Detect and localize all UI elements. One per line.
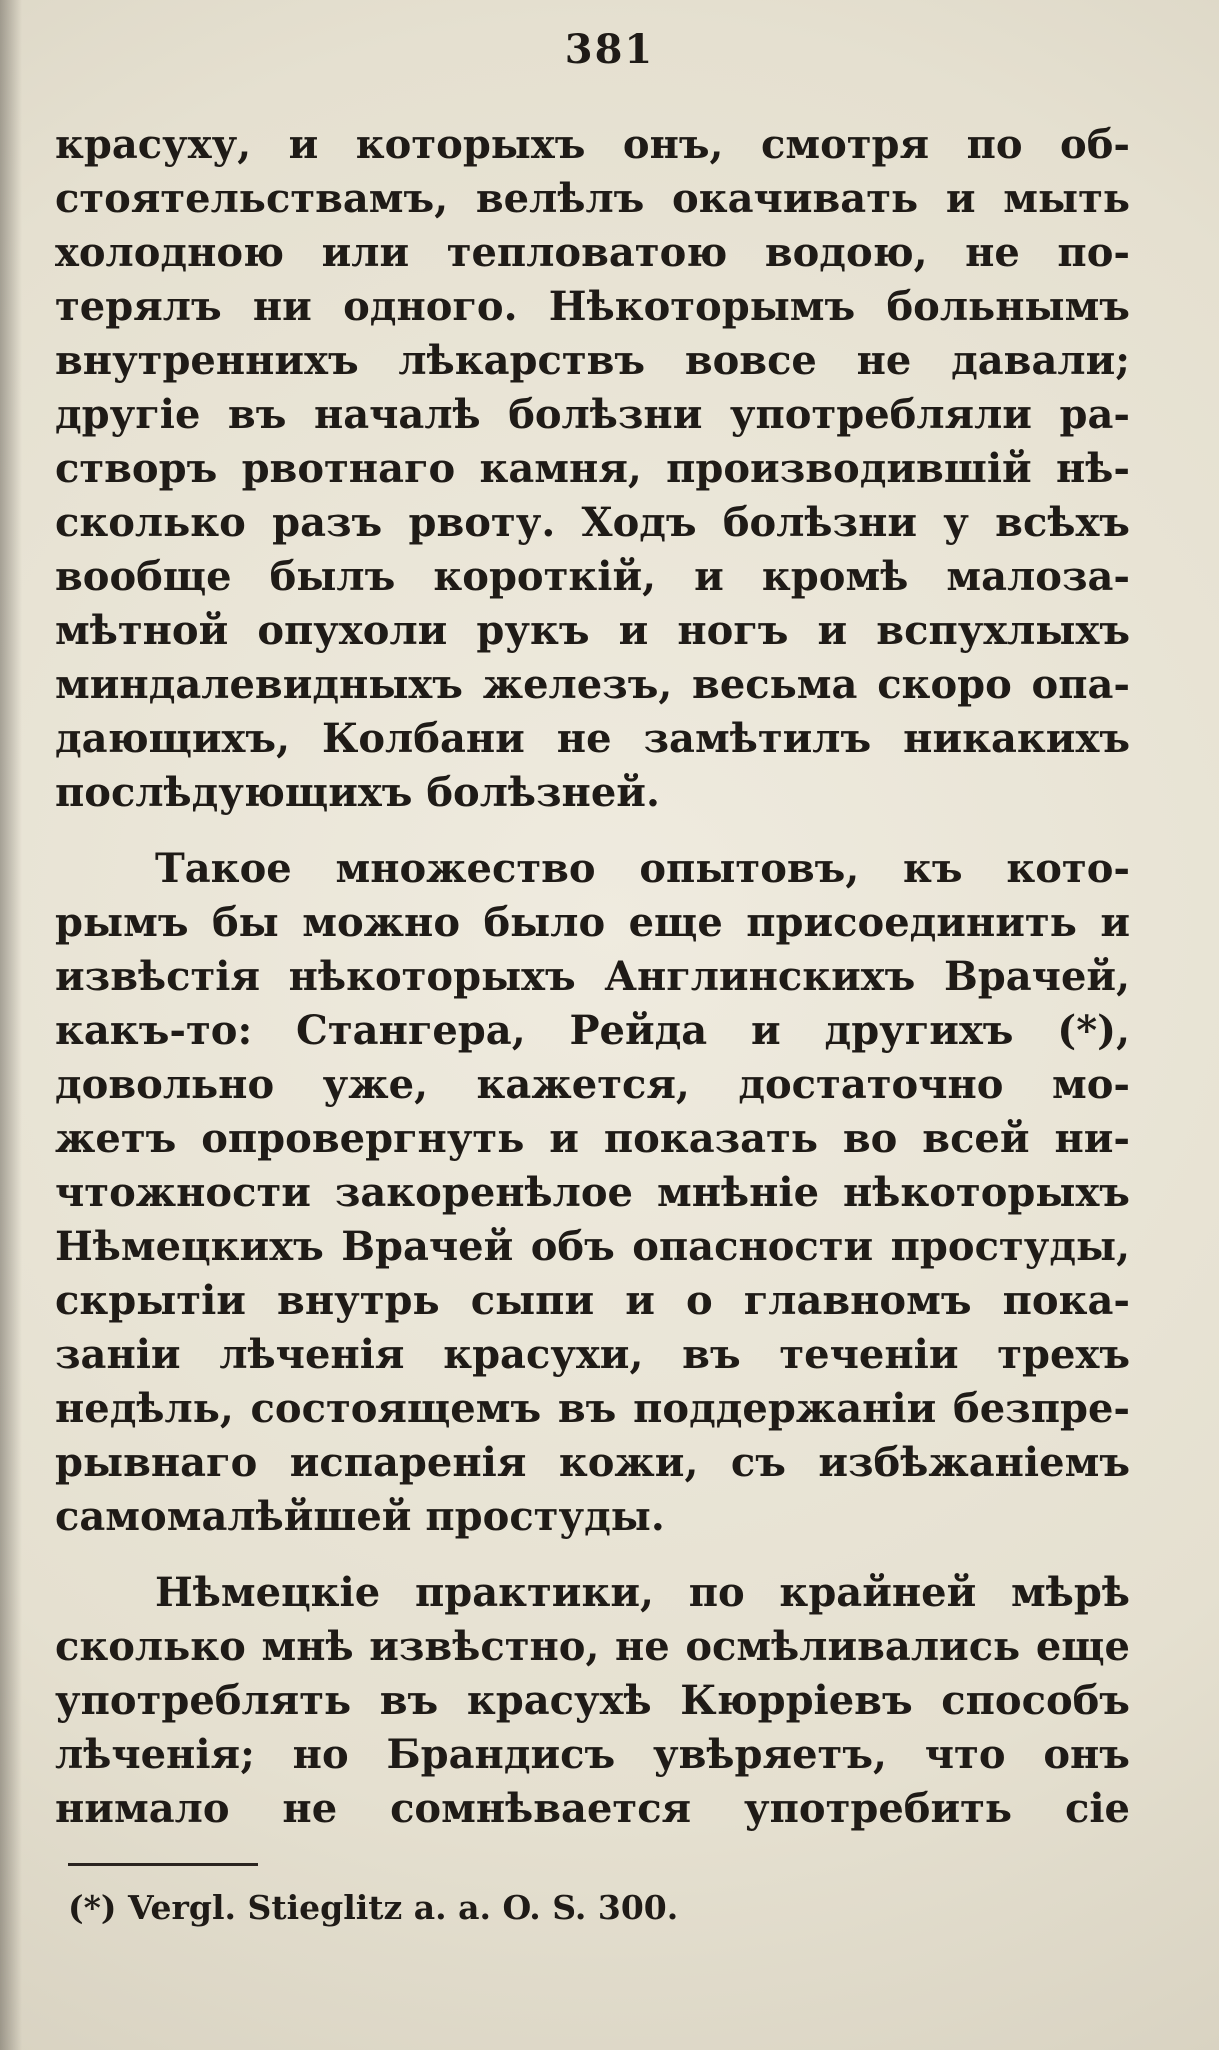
text-line: другіе въ началѣ болѣзни употребляли ра- [55,391,1130,438]
text-line: внутреннихъ лѣкарствъ вовсе не давали; [55,337,1130,384]
text-line: довольно уже, кажется, достаточно мо- [55,1061,1130,1108]
text-line: красуху, и которыхъ онъ, смотря по об- [55,121,1130,168]
text-line: какъ-то: Стангера, Рейда и другихъ (*), [55,1007,1130,1054]
text-line: стоятельствамъ, велѣлъ окачивать и мыть [55,175,1130,222]
text-line: лѣченія; но Брандисъ увѣряетъ, что онъ [55,1731,1130,1778]
page-spine-shadow [0,0,22,2050]
paragraph-3 [55,1566,1130,1836]
text-line: дающихъ, Колбани не замѣтилъ никакихъ [55,715,1130,762]
text-line: вообще былъ короткій, и кромѣ малоза- [55,553,1130,600]
paragraph-2 [55,842,1130,1544]
text-line: рымъ бы можно было еще присоединить и [55,899,1130,946]
footnote: (*) Vergl. Stieglitz a. a. O. S. 300. [68,1888,679,1927]
text-line: миндалевидныхъ железъ, весьма скоро опа- [55,661,1130,708]
text-line: чтожности закоренѣлое мнѣніе нѣкоторыхъ [55,1169,1130,1216]
text-line: холодною или тепловатою водою, не по- [55,229,1130,276]
text-line: Нѣмецкіе практики, по крайней мѣрѣ [155,1569,1130,1616]
page-number: 381 [564,26,655,73]
text-line: сколько разъ рвоту. Ходъ болѣзни у всѣхъ [55,499,1130,546]
text-line: жетъ опровергнуть и показать во всей ни- [55,1115,1130,1162]
paragraph-1 [55,118,1130,820]
text-line: терялъ ни одного. Нѣкоторымъ больнымъ [55,283,1130,330]
footnote-divider [68,1863,258,1866]
text-line: Нѣмецкихъ Врачей объ опасности простуды, [55,1223,1130,1270]
text-line: нимало не сомнѣвается употребить сіе [55,1785,1130,1832]
text-line: мѣтной опухоли рукъ и ногъ и вспухлыхъ [55,607,1130,654]
text-line: недѣль, состоящемъ въ поддержаніи безпре- [55,1385,1130,1432]
text-line: послѣдующихъ болѣзней. [55,769,660,816]
text-line: заніи лѣченія красухи, въ теченіи трехъ [55,1331,1130,1378]
text-line: рывнаго испаренія кожи, съ избѣжаніемъ [55,1439,1130,1486]
text-line: Такое множество опытовъ, къ кото- [155,845,1130,892]
text-line: употреблять въ красухѣ Кюрріевъ способъ [55,1677,1130,1724]
text-line: скрытіи внутрь сыпи и о главномъ пока- [55,1277,1130,1324]
text-line: створъ рвотнаго камня, производившій нѣ- [55,445,1130,492]
text-line: извѣстія нѣкоторыхъ Англинскихъ Врачей, [55,953,1130,1000]
text-line: самомалѣйшей простуды. [55,1493,665,1540]
text-line: сколько мнѣ извѣстно, не осмѣливались еще [55,1623,1130,1670]
